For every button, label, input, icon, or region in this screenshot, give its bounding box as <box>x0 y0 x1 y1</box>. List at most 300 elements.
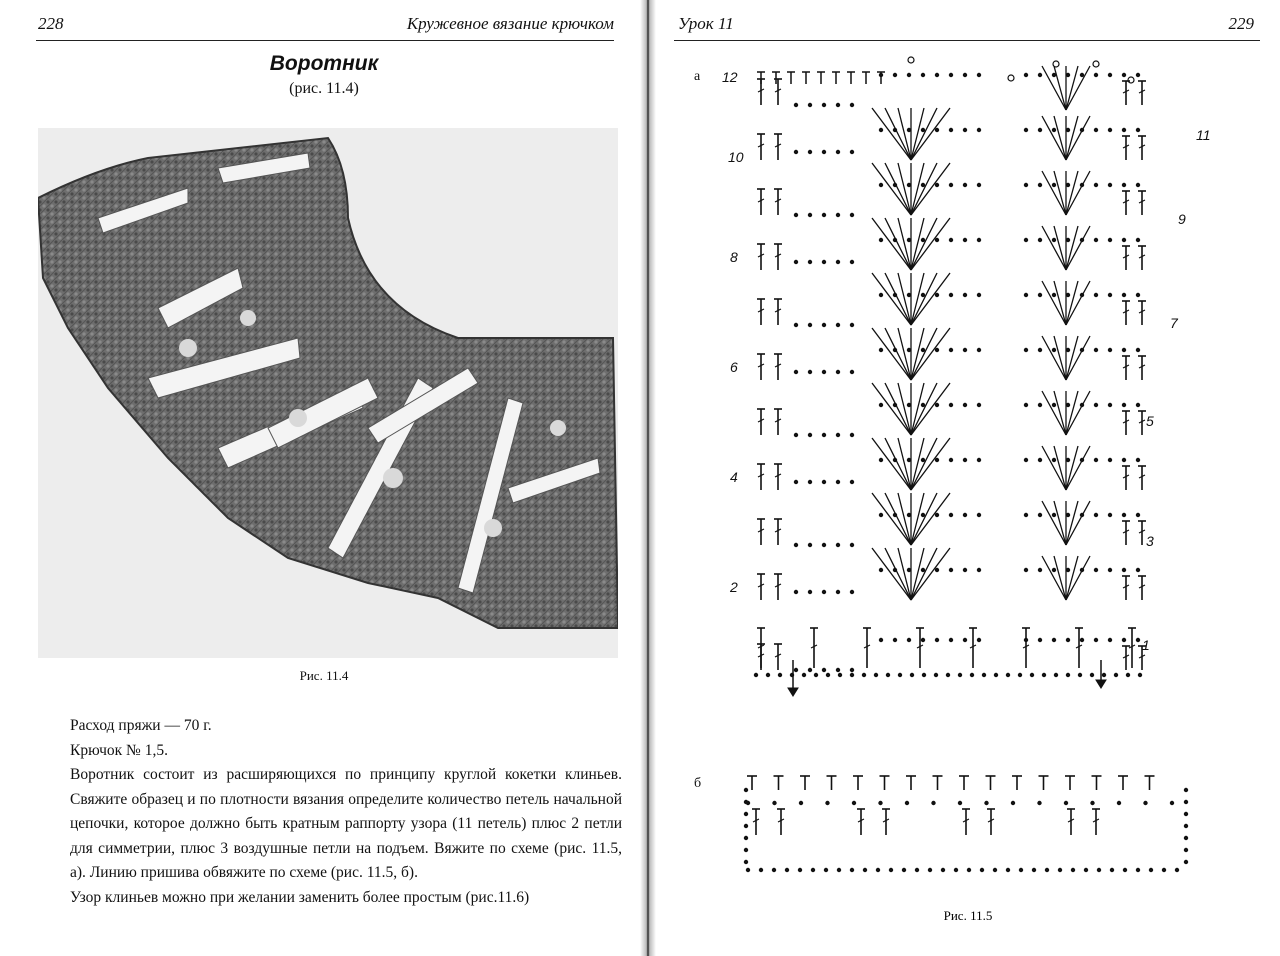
chain-stitch-symbol <box>772 868 776 872</box>
chain-stitch-symbol <box>808 433 812 437</box>
chain-stitch-symbol <box>850 590 854 594</box>
chain-stitch-symbol <box>977 183 981 187</box>
chain-stitch-symbol <box>822 260 826 264</box>
v-stitch-symbol <box>1066 336 1078 380</box>
chain-stitch-symbol <box>744 812 748 816</box>
chain-stitch-symbol <box>1024 513 1028 517</box>
chain-stitch-symbol <box>850 260 854 264</box>
chain-stitch-symbol <box>1094 513 1098 517</box>
chain-stitch-symbol <box>963 458 967 462</box>
chain-stitch-symbol <box>802 673 806 677</box>
chain-stitch-symbol <box>935 73 939 77</box>
chain-stitch-symbol <box>794 590 798 594</box>
chain-stitch-symbol <box>977 293 981 297</box>
chain-stitch-symbol <box>1094 73 1098 77</box>
row-number-7: 7 <box>1170 315 1178 331</box>
chain-stitch-symbol <box>814 673 818 677</box>
chain-stitch-symbol <box>785 868 789 872</box>
chain-stitch-symbol <box>963 513 967 517</box>
chain-stitch-symbol <box>799 801 803 805</box>
row-number-10: 10 <box>728 149 744 165</box>
chain-stitch-symbol <box>1054 673 1058 677</box>
v-stitch-symbol <box>1066 391 1090 435</box>
chain-stitch-symbol <box>808 480 812 484</box>
chain-stitch-symbol <box>1052 238 1056 242</box>
chain-stitch-symbol <box>850 868 854 872</box>
yarn-consumption: Расход пряжи — 70 г. <box>70 717 212 734</box>
section-subtitle: (рис. 11.4) <box>289 80 359 97</box>
chain-stitch-symbol <box>826 673 830 677</box>
chain-stitch-symbol <box>1136 73 1140 77</box>
chain-stitch-symbol <box>1122 128 1126 132</box>
chain-stitch-symbol <box>1122 348 1126 352</box>
chain-stitch-symbol <box>879 458 883 462</box>
chain-stitch-symbol <box>1122 238 1126 242</box>
row-number-3: 3 <box>1146 533 1154 549</box>
fan-stitch-symbol <box>885 218 911 270</box>
chain-stitch-symbol <box>794 668 798 672</box>
chain-stitch-symbol <box>1184 800 1188 804</box>
fan-stitch-symbol <box>911 163 937 215</box>
v-stitch-symbol <box>1054 336 1066 380</box>
chain-stitch-symbol <box>879 183 883 187</box>
chain-stitch-symbol <box>1038 73 1042 77</box>
chain-stitch-symbol <box>958 673 962 677</box>
v-stitch-symbol <box>1066 171 1090 215</box>
v-stitch-symbol <box>1066 281 1090 325</box>
chain-stitch-symbol <box>822 323 826 327</box>
chain-stitch-symbol <box>744 824 748 828</box>
row-number-11: 11 <box>1196 127 1211 143</box>
chain-stitch-symbol <box>1108 638 1112 642</box>
chain-stitch-symbol <box>893 73 897 77</box>
chain-stitch-symbol <box>889 868 893 872</box>
fan-stitch-symbol <box>911 108 937 160</box>
chain-stitch-symbol <box>1136 638 1140 642</box>
chain-stitch-symbol <box>1094 128 1098 132</box>
chain-stitch-symbol <box>1066 673 1070 677</box>
chain-stitch-symbol <box>876 868 880 872</box>
chain-stitch-symbol <box>977 403 981 407</box>
chain-stitch-symbol <box>1175 868 1179 872</box>
v-stitch-symbol <box>1066 66 1078 110</box>
chain-stitch-symbol <box>744 836 748 840</box>
chain-stitch-symbol <box>808 323 812 327</box>
chain-stitch-symbol <box>1045 868 1049 872</box>
chain-stitch-symbol <box>1136 293 1140 297</box>
page-number-left: 228 <box>38 14 64 33</box>
chain-stitch-symbol <box>949 458 953 462</box>
chain-stitch-symbol <box>963 238 967 242</box>
chain-stitch-symbol <box>1136 238 1140 242</box>
chain-stitch-symbol <box>1122 568 1126 572</box>
row-number-5: 5 <box>1146 413 1154 429</box>
chain-stitch-symbol <box>1110 868 1114 872</box>
chain-stitch-symbol <box>1024 238 1028 242</box>
v-stitch-symbol <box>1042 281 1066 325</box>
chain-stitch-symbol <box>1078 673 1082 677</box>
v-stitch-symbol <box>1042 171 1066 215</box>
chain-stitch-symbol <box>949 183 953 187</box>
chain-stitch-symbol <box>1108 458 1112 462</box>
chain-stitch-symbol <box>836 543 840 547</box>
chain-stitch-symbol <box>744 800 748 804</box>
chain-stitch-symbol <box>949 403 953 407</box>
chain-stitch-symbol <box>1108 513 1112 517</box>
fan-stitch-symbol <box>885 493 911 545</box>
chain-stitch-symbol <box>794 370 798 374</box>
chain-stitch-symbol <box>794 213 798 217</box>
row-number-6: 6 <box>730 359 738 375</box>
chain-stitch-symbol <box>744 788 748 792</box>
fan-stitch-symbol <box>885 108 911 160</box>
diagram-a-symbols <box>754 57 1146 696</box>
chain-stitch-symbol <box>850 480 854 484</box>
chain-stitch-symbol <box>1122 73 1126 77</box>
fan-stitch-symbol <box>885 328 911 380</box>
chain-stitch-symbol <box>1122 458 1126 462</box>
chain-stitch-symbol <box>1066 638 1070 642</box>
v-stitch-symbol <box>1042 336 1066 380</box>
chain-stitch-symbol <box>1138 673 1142 677</box>
chain-stitch-symbol <box>850 673 854 677</box>
v-stitch-symbol <box>1054 171 1066 215</box>
chain-stitch-symbol <box>822 543 826 547</box>
chain-stitch-symbol <box>1037 801 1041 805</box>
v-stitch-symbol <box>1066 446 1078 490</box>
chain-stitch-symbol <box>1122 403 1126 407</box>
chain-stitch-symbol <box>879 638 883 642</box>
fan-stitch-symbol <box>885 383 911 435</box>
arrow-down-icon <box>1096 680 1106 688</box>
v-stitch-symbol <box>1066 391 1078 435</box>
chain-stitch-symbol <box>836 480 840 484</box>
chain-stitch-symbol <box>1038 513 1042 517</box>
chain-stitch-symbol <box>1084 868 1088 872</box>
chain-stitch-symbol <box>836 213 840 217</box>
crochet-diagram <box>656 0 1280 956</box>
chain-stitch-symbol <box>772 801 776 805</box>
chain-stitch-symbol <box>1052 348 1056 352</box>
v-stitch-symbol <box>1066 66 1090 110</box>
chain-stitch-symbol <box>822 103 826 107</box>
chain-stitch-symbol <box>1018 673 1022 677</box>
chain-stitch-symbol <box>1108 293 1112 297</box>
chain-stitch-symbol <box>850 150 854 154</box>
chain-stitch-symbol <box>1094 238 1098 242</box>
chain-stitch-symbol <box>946 673 950 677</box>
chain-stitch-symbol <box>1024 73 1028 77</box>
chain-stitch-symbol <box>822 480 826 484</box>
fan-stitch-symbol <box>911 438 937 490</box>
diagram-b-symbols <box>744 776 1188 872</box>
chain-stitch-symbol <box>982 673 986 677</box>
chain-stitch-symbol <box>893 638 897 642</box>
chain-stitch-symbol <box>879 568 883 572</box>
chain-stitch-symbol <box>744 860 748 864</box>
chain-stitch-symbol <box>958 801 962 805</box>
chain-stitch-symbol <box>977 73 981 77</box>
body-text <box>70 714 622 910</box>
hook-size: Крючок № 1,5. <box>70 741 168 759</box>
fan-stitch-symbol <box>885 438 911 490</box>
chain-stitch-symbol <box>794 260 798 264</box>
v-stitch-symbol <box>1066 501 1090 545</box>
v-stitch-symbol <box>1066 281 1078 325</box>
v-stitch-symbol <box>1054 501 1066 545</box>
chain-stitch-symbol <box>1038 403 1042 407</box>
chain-stitch-symbol <box>970 673 974 677</box>
row-number-8: 8 <box>730 249 738 265</box>
v-stitch-symbol <box>1042 556 1066 600</box>
chain-stitch-symbol <box>1094 638 1098 642</box>
chain-stitch-symbol <box>963 293 967 297</box>
chain-stitch-symbol <box>1136 568 1140 572</box>
chain-stitch-symbol <box>850 543 854 547</box>
v-stitch-symbol <box>1054 66 1066 110</box>
chain-stitch-symbol <box>921 638 925 642</box>
section-title: Воротник <box>269 52 379 75</box>
chain-stitch-symbol <box>1097 868 1101 872</box>
chain-stitch-symbol <box>1094 458 1098 462</box>
chain-stitch-symbol <box>850 323 854 327</box>
chain-stitch-symbol <box>984 801 988 805</box>
chain-stitch-symbol <box>808 103 812 107</box>
row-number-2: 2 <box>730 579 738 595</box>
chain-stitch-symbol <box>811 868 815 872</box>
picot-symbol <box>908 57 914 63</box>
fan-stitch-symbol <box>911 328 937 380</box>
chain-stitch-symbol <box>1038 568 1042 572</box>
chain-stitch-symbol <box>794 323 798 327</box>
chain-stitch-symbol <box>778 673 782 677</box>
chain-stitch-symbol <box>963 183 967 187</box>
chain-stitch-symbol <box>1032 868 1036 872</box>
chain-stitch-symbol <box>838 673 842 677</box>
page-number-right: 229 <box>1228 14 1254 33</box>
chain-stitch-symbol <box>977 238 981 242</box>
chain-stitch-symbol <box>898 673 902 677</box>
chain-stitch-symbol <box>954 868 958 872</box>
chain-stitch-symbol <box>862 673 866 677</box>
chain-stitch-symbol <box>1042 673 1046 677</box>
chain-stitch-symbol <box>963 568 967 572</box>
chain-stitch-symbol <box>879 238 883 242</box>
v-stitch-symbol <box>1054 556 1066 600</box>
v-stitch-symbol <box>1042 501 1066 545</box>
v-stitch-symbol <box>1042 66 1066 110</box>
chain-stitch-symbol <box>794 543 798 547</box>
chain-stitch-symbol <box>850 370 854 374</box>
chain-stitch-symbol <box>754 673 758 677</box>
chain-stitch-symbol <box>1024 348 1028 352</box>
picot-symbol <box>1053 61 1059 67</box>
chain-stitch-symbol <box>1122 183 1126 187</box>
row-number-9: 9 <box>1178 211 1186 227</box>
v-stitch-symbol <box>1042 116 1066 160</box>
chain-stitch-symbol <box>1184 812 1188 816</box>
v-stitch-symbol <box>1054 281 1066 325</box>
v-stitch-symbol <box>1042 391 1066 435</box>
chain-stitch-symbol <box>949 128 953 132</box>
chain-stitch-symbol <box>1094 348 1098 352</box>
chain-stitch-symbol <box>949 348 953 352</box>
running-head-left: Кружевное вязание крючком <box>406 14 614 33</box>
chain-stitch-symbol <box>1024 403 1028 407</box>
chain-stitch-symbol <box>1136 403 1140 407</box>
chain-stitch-symbol <box>963 638 967 642</box>
chain-stitch-symbol <box>1038 638 1042 642</box>
chain-stitch-symbol <box>836 433 840 437</box>
fan-stitch-symbol <box>911 218 937 270</box>
chain-stitch-symbol <box>963 348 967 352</box>
chain-stitch-symbol <box>1117 801 1121 805</box>
chain-stitch-symbol <box>1108 128 1112 132</box>
chain-stitch-symbol <box>1184 836 1188 840</box>
chain-stitch-symbol <box>1184 848 1188 852</box>
photo-caption: Рис. 11.4 <box>299 668 349 683</box>
chain-stitch-symbol <box>1094 403 1098 407</box>
diagram-a-label: а <box>694 69 701 84</box>
chain-stitch-symbol <box>1136 458 1140 462</box>
chain-stitch-symbol <box>822 213 826 217</box>
chain-stitch-symbol <box>1122 293 1126 297</box>
picot-symbol <box>1093 61 1099 67</box>
chain-stitch-symbol <box>879 128 883 132</box>
chain-stitch-symbol <box>1038 183 1042 187</box>
chain-stitch-symbol <box>836 370 840 374</box>
chain-stitch-symbol <box>1038 238 1042 242</box>
chain-stitch-symbol <box>1024 568 1028 572</box>
v-stitch-symbol <box>1066 446 1090 490</box>
chain-stitch-symbol <box>1094 183 1098 187</box>
right-page <box>656 0 1280 956</box>
fan-stitch-symbol <box>911 383 937 435</box>
chain-stitch-symbol <box>1102 673 1106 677</box>
arrow-down-icon <box>788 688 798 696</box>
chain-stitch-symbol <box>863 868 867 872</box>
chain-stitch-symbol <box>1170 801 1174 805</box>
chain-stitch-symbol <box>879 403 883 407</box>
chain-stitch-symbol <box>878 801 882 805</box>
row-number-4: 4 <box>730 469 738 485</box>
chain-stitch-symbol <box>1108 183 1112 187</box>
chain-stitch-symbol <box>879 348 883 352</box>
chain-stitch-symbol <box>1136 868 1140 872</box>
fan-stitch-symbol <box>911 548 937 600</box>
chain-stitch-symbol <box>1090 801 1094 805</box>
v-stitch-symbol <box>1054 391 1066 435</box>
chain-stitch-symbol <box>825 801 829 805</box>
v-stitch-symbol <box>1066 226 1090 270</box>
chain-stitch-symbol <box>963 73 967 77</box>
chain-stitch-symbol <box>1052 403 1056 407</box>
chain-stitch-symbol <box>949 293 953 297</box>
chain-stitch-symbol <box>1052 458 1056 462</box>
chain-stitch-symbol <box>759 868 763 872</box>
chain-stitch-symbol <box>794 433 798 437</box>
chain-stitch-symbol <box>822 370 826 374</box>
v-stitch-symbol <box>1066 556 1090 600</box>
chain-stitch-symbol <box>1052 638 1056 642</box>
chain-stitch-symbol <box>808 590 812 594</box>
chain-stitch-symbol <box>1136 348 1140 352</box>
chain-stitch-symbol <box>949 238 953 242</box>
chain-stitch-symbol <box>822 590 826 594</box>
diagram-b-label: б <box>694 776 702 791</box>
chain-stitch-symbol <box>1184 788 1188 792</box>
chain-stitch-symbol <box>1024 183 1028 187</box>
chain-stitch-symbol <box>910 673 914 677</box>
chain-stitch-symbol <box>1038 293 1042 297</box>
chain-stitch-symbol <box>935 638 939 642</box>
fan-stitch-symbol <box>885 163 911 215</box>
chain-stitch-symbol <box>836 103 840 107</box>
chain-stitch-symbol <box>1143 801 1147 805</box>
chain-stitch-symbol <box>794 103 798 107</box>
chain-stitch-symbol <box>879 293 883 297</box>
instructions-paragraph: Воротник состоит из расширяющихся по принципу круглой кокетки клиньев. Свяжите образец и по плотности вязания определите количество петель начальной цепочки, которое должно быть кратным раппорту узора (11 петель) плюс 2 петли для симметрии, плюс 3 воздушные петли на подъем. Вяжите по схеме (рис. 11.5, а). Линию пришива обвяжите по схеме (рис. 11.5, б). <box>70 766 622 881</box>
chain-stitch-symbol <box>1108 73 1112 77</box>
picot-symbol <box>1128 77 1134 83</box>
chain-stitch-symbol <box>852 801 856 805</box>
chain-stitch-symbol <box>949 513 953 517</box>
chain-stitch-symbol <box>1090 673 1094 677</box>
chain-stitch-symbol <box>836 323 840 327</box>
chain-stitch-symbol <box>879 513 883 517</box>
chain-stitch-symbol <box>1108 403 1112 407</box>
chain-stitch-symbol <box>1108 238 1112 242</box>
chain-stitch-symbol <box>766 673 770 677</box>
chain-stitch-symbol <box>794 480 798 484</box>
v-stitch-symbol <box>1054 226 1066 270</box>
chain-stitch-symbol <box>949 73 953 77</box>
chain-stitch-symbol <box>1024 293 1028 297</box>
chain-stitch-symbol <box>824 868 828 872</box>
fan-stitch-symbol <box>911 493 937 545</box>
chain-stitch-symbol <box>1052 293 1056 297</box>
chain-stitch-symbol <box>977 128 981 132</box>
chain-stitch-symbol <box>808 260 812 264</box>
chain-stitch-symbol <box>794 150 798 154</box>
collar-photo <box>38 128 618 658</box>
chain-stitch-symbol <box>1038 348 1042 352</box>
chain-stitch-symbol <box>1136 128 1140 132</box>
chain-stitch-symbol <box>1006 868 1010 872</box>
chain-stitch-symbol <box>1080 638 1084 642</box>
chain-stitch-symbol <box>850 213 854 217</box>
row-number-12: 12 <box>722 69 738 85</box>
chain-stitch-symbol <box>1052 128 1056 132</box>
chain-stitch-symbol <box>934 673 938 677</box>
chain-stitch-symbol <box>1019 868 1023 872</box>
chain-stitch-symbol <box>1011 801 1015 805</box>
chain-stitch-symbol <box>1038 458 1042 462</box>
chain-stitch-symbol <box>1052 568 1056 572</box>
chain-stitch-symbol <box>1038 128 1042 132</box>
chain-stitch-symbol <box>798 868 802 872</box>
chain-stitch-symbol <box>874 673 878 677</box>
chain-stitch-symbol <box>907 638 911 642</box>
chain-stitch-symbol <box>808 543 812 547</box>
chain-stitch-symbol <box>808 213 812 217</box>
chain-stitch-symbol <box>836 668 840 672</box>
chain-stitch-symbol <box>836 260 840 264</box>
chain-stitch-symbol <box>822 668 826 672</box>
chain-stitch-symbol <box>967 868 971 872</box>
chain-stitch-symbol <box>922 673 926 677</box>
chain-stitch-symbol <box>963 128 967 132</box>
